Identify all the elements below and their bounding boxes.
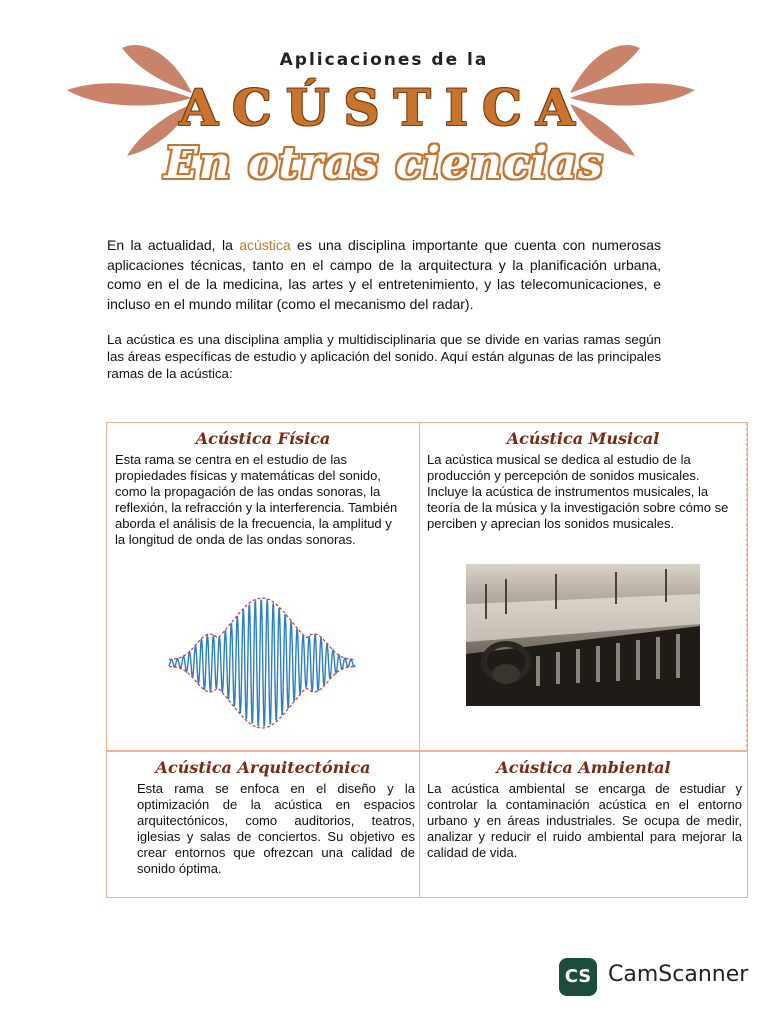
intro-paragraph-2: La acústica es una disciplina amplia y multidisciplinaria que se divide en varias ramas según las áreas específicas de estudio y aplicación del sonido. Aquí están algunas de las principales ramas de la acústica: bbox=[107, 332, 661, 381]
page-subtitle: En otras ciencias bbox=[164, 138, 604, 189]
intro-paragraph-1 bbox=[107, 236, 661, 314]
header bbox=[0, 0, 768, 205]
intro-text: En la actualidad, la bbox=[107, 237, 240, 253]
branch-text: La acústica ambiental se encarga de estudiar y controlar la contaminación acústica en el entorno urbano y en áreas industriales. Se ocupa de medir, analizar y reducir el ruido ambiental para mejorar la calidad de vida. bbox=[427, 781, 742, 860]
camscanner-brand: CamScanner bbox=[608, 962, 749, 987]
branch-musical bbox=[420, 423, 747, 752]
branch-text: La acústica musical se dedica al estudio de la producción y percepción de sonidos musicales. Incluye la acústica de instrumentos musicales, la teoría de la música y la investigación sobre cómo se perciben y aprecian los sonidos musicales. bbox=[427, 452, 729, 531]
studio-mixer-image bbox=[466, 564, 700, 706]
wave-signal bbox=[169, 600, 355, 726]
branch-title: Acústica Ambiental bbox=[496, 758, 671, 777]
camscanner-logo: CS bbox=[559, 958, 597, 996]
page-title: ACÚSTICA bbox=[179, 78, 589, 137]
header-pre-title: Aplicaciones de la bbox=[279, 50, 489, 70]
branch-title: Acústica Física bbox=[195, 429, 331, 448]
intro-section bbox=[107, 236, 661, 382]
branch-text: Esta rama se centra en el estudio de las propiedades físicas y matemáticas del sonido, como la propagación de las ondas sonoras, la reflexión, la refracción y la interferencia. También aborda el análisis de la frecuencia, la amplitud y la longitud de onda de las ondas sonoras. bbox=[115, 452, 398, 547]
branch-arquitectonica bbox=[107, 752, 420, 897]
branch-title: Acústica Musical bbox=[506, 429, 660, 448]
intro-text: es una disciplina importante que cuenta con numerosas aplicaciones técnicas, tanto en el campo de la arquitectura y la planificación urbana, como en el de la medicina, las artes y el entretenimiento, y las telecomunicaciones, e incluso en el mundo militar (como el mecanismo del radar). bbox=[107, 237, 661, 312]
branch-ambiental bbox=[420, 752, 747, 897]
branches-table bbox=[106, 422, 748, 898]
sound-wave-icon bbox=[167, 593, 357, 733]
branch-title: Acústica Arquitectónica bbox=[155, 758, 371, 777]
branch-text: Esta rama se enfoca en el diseño y la optimización de la acústica en espacios arquitectónicos, como auditorios, teatros, iglesias y salas de conciertos. Su objetivo es crear entornos que ofrezcan una calidad de sonido óptima. bbox=[137, 781, 415, 876]
branch-fisica bbox=[107, 423, 420, 752]
highlight-acustica: acústica bbox=[239, 237, 291, 253]
